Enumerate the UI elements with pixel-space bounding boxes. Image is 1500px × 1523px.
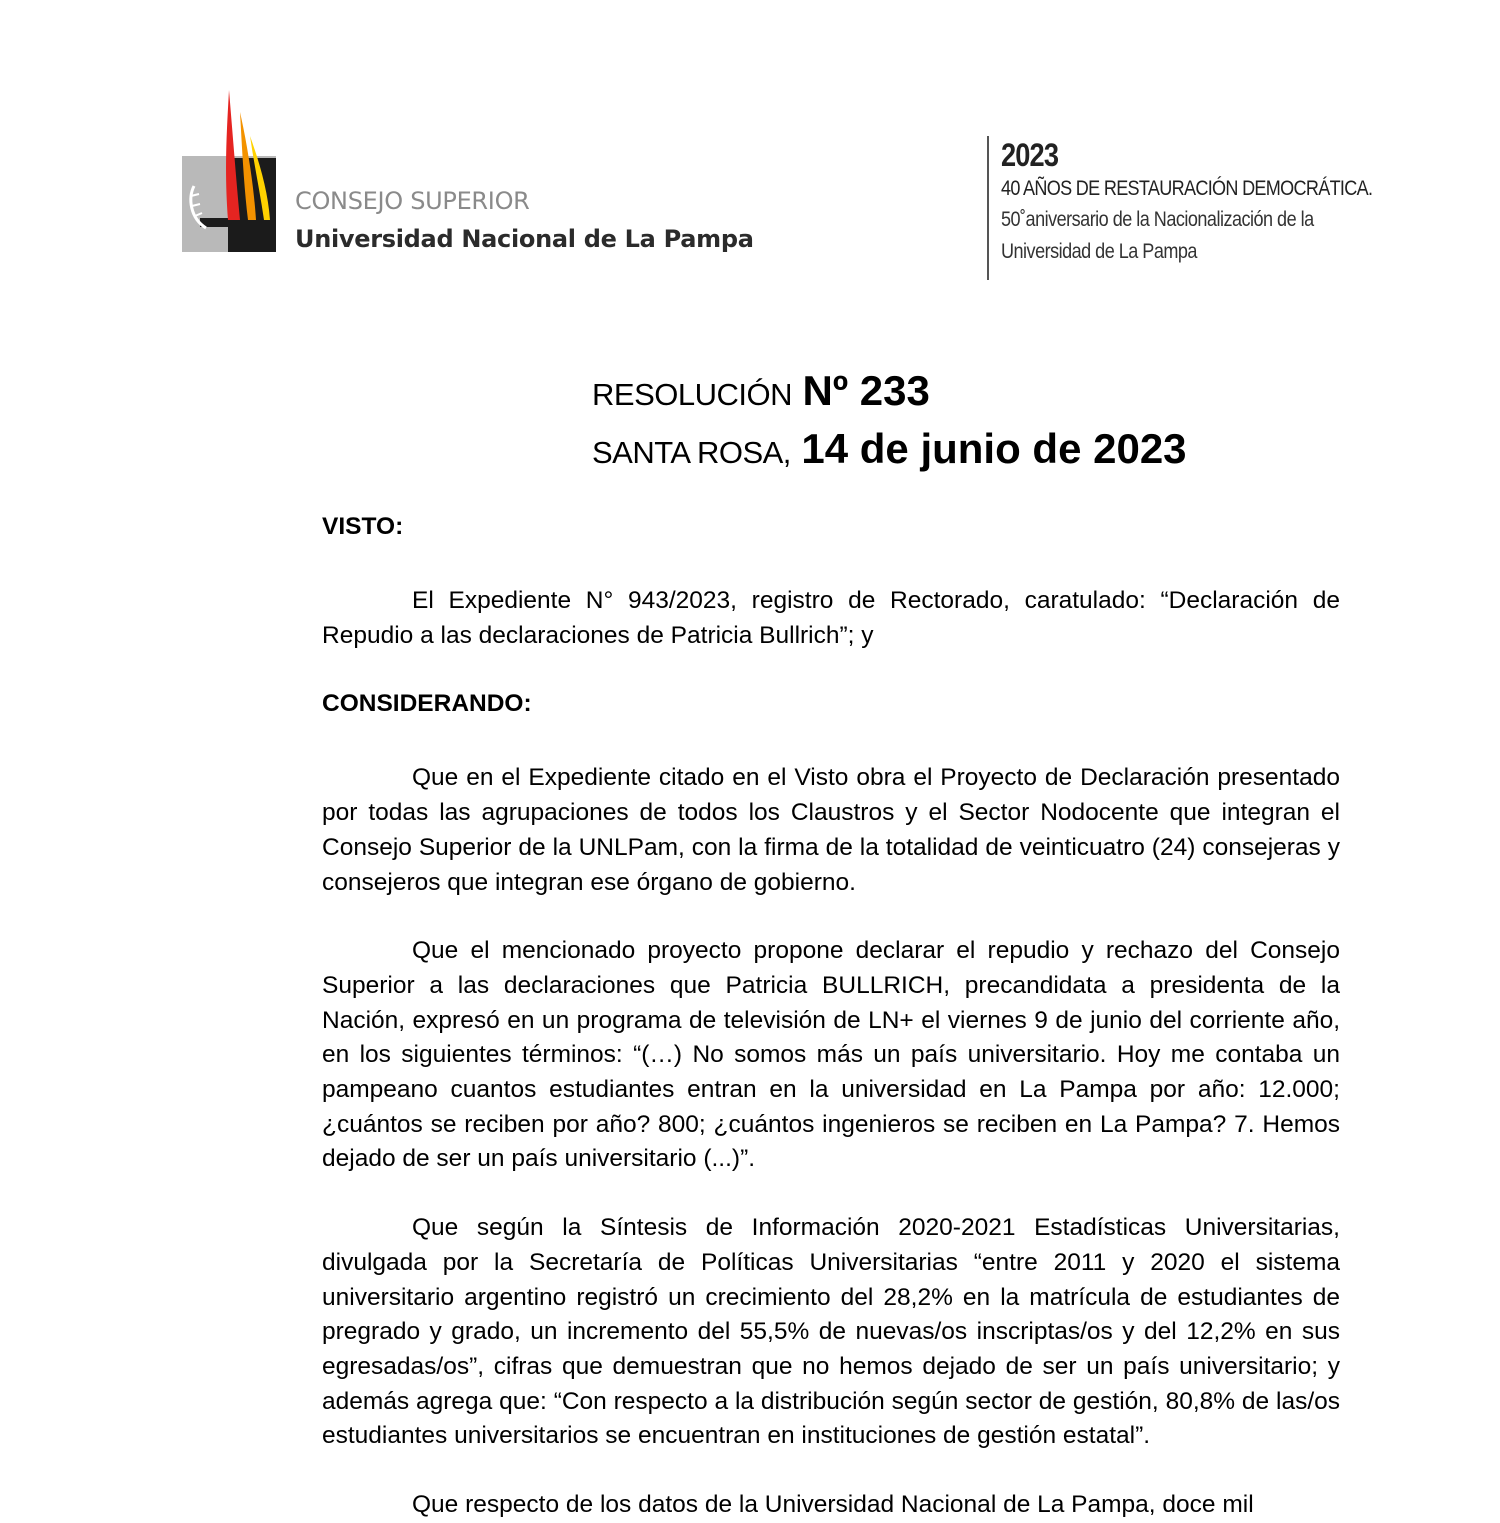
resolution-date: 14 de junio de 2023 — [801, 425, 1187, 472]
considerando-paragraph-1: Que en el Expediente citado en el Visto obra el Proyecto de Declaración presentado por todas las agrupaciones de todos los Claustros y el Sector Nodocente que integran el Consejo Superior de la UNLPam, con la firma de la totalidad de veinticuatro (24) consejeras y consejeros que integran ese órgano de gobierno. — [322, 764, 1340, 896]
resolution-body — [322, 510, 1340, 1523]
considerando-paragraph-2: Que el mencionado proyecto propone declarar el repudio y rechazo del Consejo Superior a las declaraciones que Patricia BULLRICH, precandidata a presidenta de la Nación, expresó en un programa de televisión de LN+ el viernes 9 de junio del corriente año, en los siguientes términos: “(…) No somos más un país universitario. Hoy me contaba un pampeano cuantos estudiantes entran en la universidad en La Pampa por año: 12.000; ¿cuántos se reciben por año? 800; ¿cuántos ingenieros se reciben en La Pampa? 7. Hemos dejado de ser un país universitario (...)”. — [322, 937, 1340, 1173]
resolution-number: Nº 233 — [802, 367, 930, 414]
anniversary-block — [987, 136, 1433, 280]
university-name: Universidad Nacional de La Pampa — [295, 225, 754, 253]
considerando-paragraph-3: Que según la Síntesis de Información 2020-2021 Estadísticas Universitarias, divulgada por la Secretaría de Políticas Universitarias “entre 2011 y 2020 el sistema universitario argentino registró un crecimiento del 28,2% en la matrícula de estudiantes de pregrado y grado, un incremento del 55,5% de nuevas/os inscriptas/os y del 12,2% en sus egresadas/os”, cifras que demuestran que no hemos dejado de ser un país universitario; y además agrega que: “Con respecto a la distribución según sector de gestión, 80,8% de las/os estudiantes universitarios se encuentran en instituciones de gestión estatal”. — [322, 1214, 1340, 1450]
resolution-header — [592, 362, 1312, 478]
anniversary-line-nationalization: 50˚aniversario de la Nacionalización de la — [1001, 208, 1314, 231]
logo-wordmark — [295, 186, 754, 256]
considerando-paragraph-4: Que respecto de los datos de la Universidad Nacional de La Pampa, doce mil — [412, 1491, 1254, 1519]
anniversary-year: 2023 — [1001, 137, 1059, 173]
visto-paragraph: El Expediente N° 943/2023, registro de Rectorado, caratulado: “Declaración de Repudio a las declaraciones de Patricia Bullrich”; y — [322, 587, 1340, 649]
unlpam-flame-emblem-icon — [182, 88, 282, 258]
resolution-place: SANTA ROSA, — [592, 435, 791, 470]
anniversary-line-university: Universidad de La Pampa — [1001, 240, 1197, 263]
considerando-heading: CONSIDERANDO: — [322, 690, 532, 718]
resolution-date-row — [592, 420, 1312, 478]
visto-heading: VISTO: — [322, 513, 404, 540]
resolution-number-row — [592, 362, 1312, 420]
resolution-label: RESOLUCIÓN — [592, 377, 792, 412]
consejo-superior-label: CONSEJO SUPERIOR — [295, 187, 530, 215]
unlpam-logo — [182, 88, 754, 258]
anniversary-line-democracy: 40 AÑOS DE RESTAURACIÓN DEMOCRÁTICA. — [1001, 177, 1373, 200]
